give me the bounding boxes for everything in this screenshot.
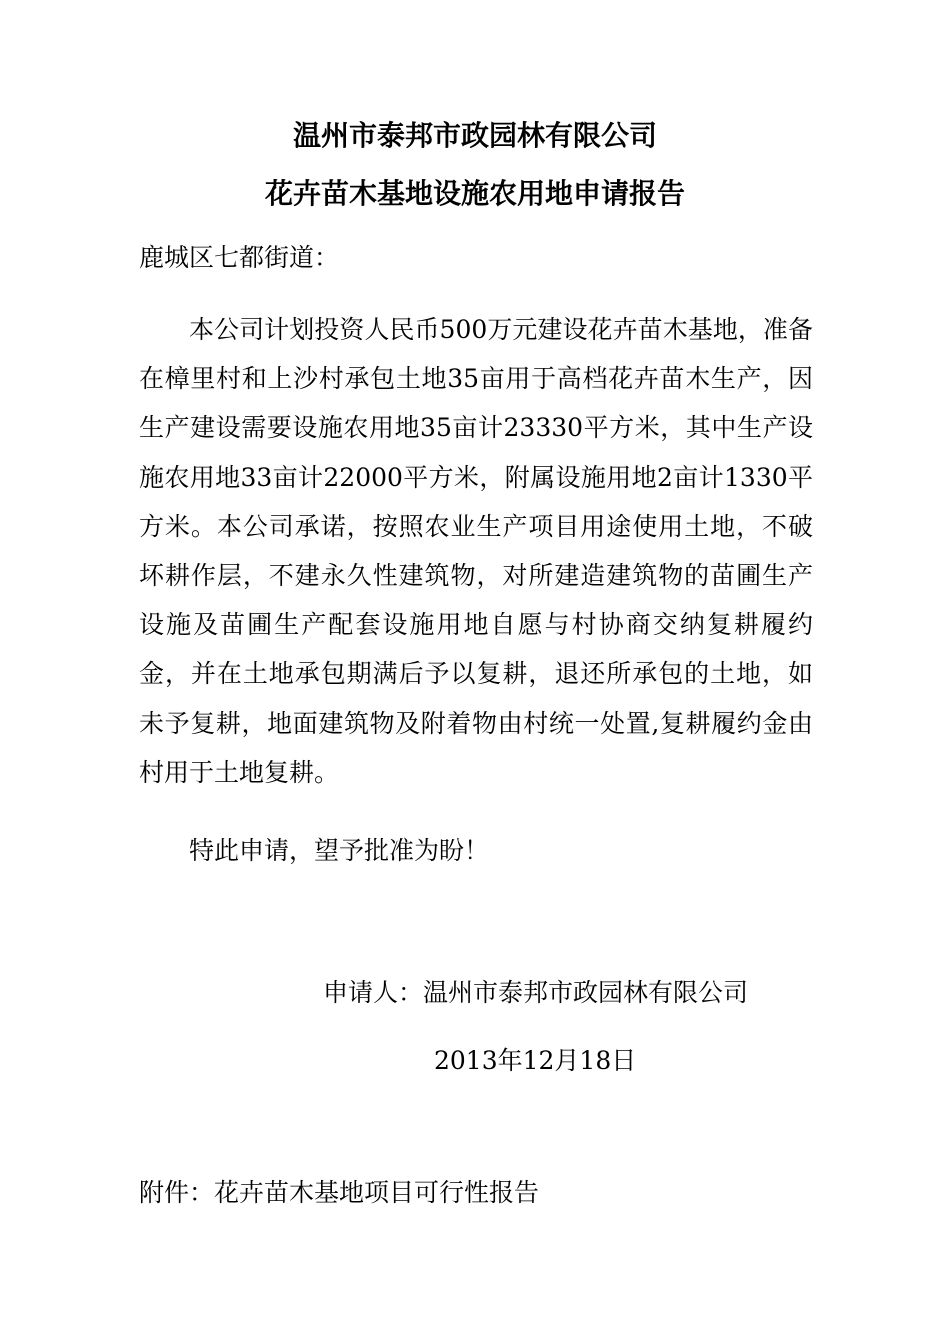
- salutation: 鹿城区七都街道：: [139, 243, 340, 272]
- body-paragraph: 本公司计划投资人民币500万元建设花卉苗木基地，准备在樟里村和上沙村承包土地35亩用于高档花卉苗木生产，因生产建设需要设施农用地35亩计23330平方米，其中生产设施农用地33亩计22000平方米，附属设施用地2亩计1330平方米。本公司承诺，按照农业生产项目用途使用土地，不破坏耕作层，不建永久性建筑物，对所建造建筑物的苗圃生产设施及苗圃生产配套设施用地自愿与村协商交纳复耕履约金，并在土地承包期满后予以复耕，退还所承包的土地，如未予复耕，地面建筑物及附着物由村统一处置,复耕履约金由村用于土地复耕。: [139, 315, 813, 787]
- report-title: 花卉苗木基地设施农用地申请报告: [264, 177, 685, 210]
- company-title: 温州市泰邦市政园林有限公司: [292, 119, 657, 152]
- attachment-note: 附件：花卉苗木基地项目可行性报告: [139, 1178, 540, 1207]
- applicant-signature: 申请人：温州市泰邦市政园林有限公司: [323, 978, 749, 1007]
- signature-date: 2013年12月18日: [434, 1046, 637, 1075]
- closing-paragraph: 特此申请，望予批准为盼！: [189, 836, 490, 865]
